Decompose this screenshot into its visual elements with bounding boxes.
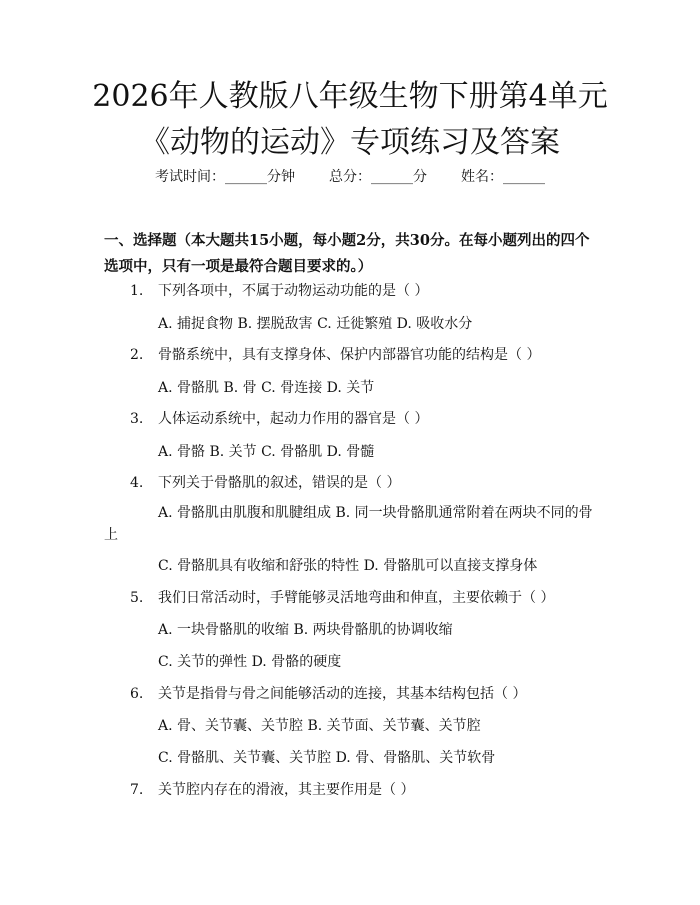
question-3-options: A. 骨骼 B. 关节 C. 骨骼肌 D. 骨髓 <box>158 444 375 460</box>
exam-name: 姓名：______ <box>461 169 545 185</box>
question-6 <box>130 684 526 704</box>
question-number: 6. <box>130 686 144 702</box>
exam-time: 考试时间：______分钟 <box>155 169 295 185</box>
question-6-options-ab: A. 骨、关节囊、关节腔 B. 关节面、关节囊、关节腔 <box>158 718 481 734</box>
question-number: 1. <box>130 283 144 299</box>
question-number: 2. <box>130 347 144 363</box>
question-number: 4. <box>130 475 144 491</box>
question-4-options-cd: C. 骨骼肌具有收缩和舒张的特性 D. 骨骼肌可以直接支撑身体 <box>158 558 538 574</box>
section-heading: 一、选择题（本大题共15小题，每小题2分，共30分。在每小题列出的四个选项中，只有一项是最符合题目要求的。） <box>104 232 590 275</box>
question-stem: 骨骼系统中，具有支撑身体、保护内部器官功能的结构是（ ） <box>158 347 541 363</box>
question-number: 5. <box>130 590 144 606</box>
question-number: 7. <box>130 782 144 798</box>
question-6-options-cd: C. 骨骼肌、关节囊、关节腔 D. 骨、骨骼肌、关节软骨 <box>158 750 496 766</box>
question-4-options-ab: A. 骨骼肌由肌腹和肌腱组成 B. 同一块骨骼肌通常附着在两块不同的骨上 <box>104 505 593 543</box>
question-number: 3. <box>130 411 144 427</box>
page-title: 2026年人教版八年级生物下册第4单元《动物的运动》专项练习及答案 <box>92 79 608 160</box>
exam-score: 总分：______分 <box>329 169 427 185</box>
exam-info <box>0 167 700 187</box>
question-5 <box>130 588 554 608</box>
question-stem: 关节腔内存在的滑液，其主要作用是（ ） <box>158 782 415 798</box>
question-stem: 下列各项中，不属于动物运动功能的是（ ） <box>158 283 429 299</box>
question-stem: 下列关于骨骼肌的叙述，错误的是（ ） <box>158 475 401 491</box>
question-4 <box>130 473 400 493</box>
question-stem: 关节是指骨与骨之间能够活动的连接，其基本结构包括（ ） <box>158 686 527 702</box>
question-3 <box>130 409 428 429</box>
question-1 <box>130 281 428 301</box>
question-5-options-cd: C. 关节的弹性 D. 骨骼的硬度 <box>158 654 342 670</box>
question-5-options-ab: A. 一块骨骼肌的收缩 B. 两块骨骼肌的协调收缩 <box>158 622 453 638</box>
question-7 <box>130 780 414 800</box>
question-2-options: A. 骨骼肌 B. 骨 C. 骨连接 D. 关节 <box>158 380 375 396</box>
question-1-options: A. 捕捉食物 B. 摆脱敌害 C. 迁徙繁殖 D. 吸收水分 <box>158 316 473 332</box>
question-2 <box>130 345 540 365</box>
question-stem: 人体运动系统中，起动力作用的器官是（ ） <box>158 411 429 427</box>
question-stem: 我们日常活动时，手臂能够灵活地弯曲和伸直，主要依赖于（ ） <box>158 590 555 606</box>
